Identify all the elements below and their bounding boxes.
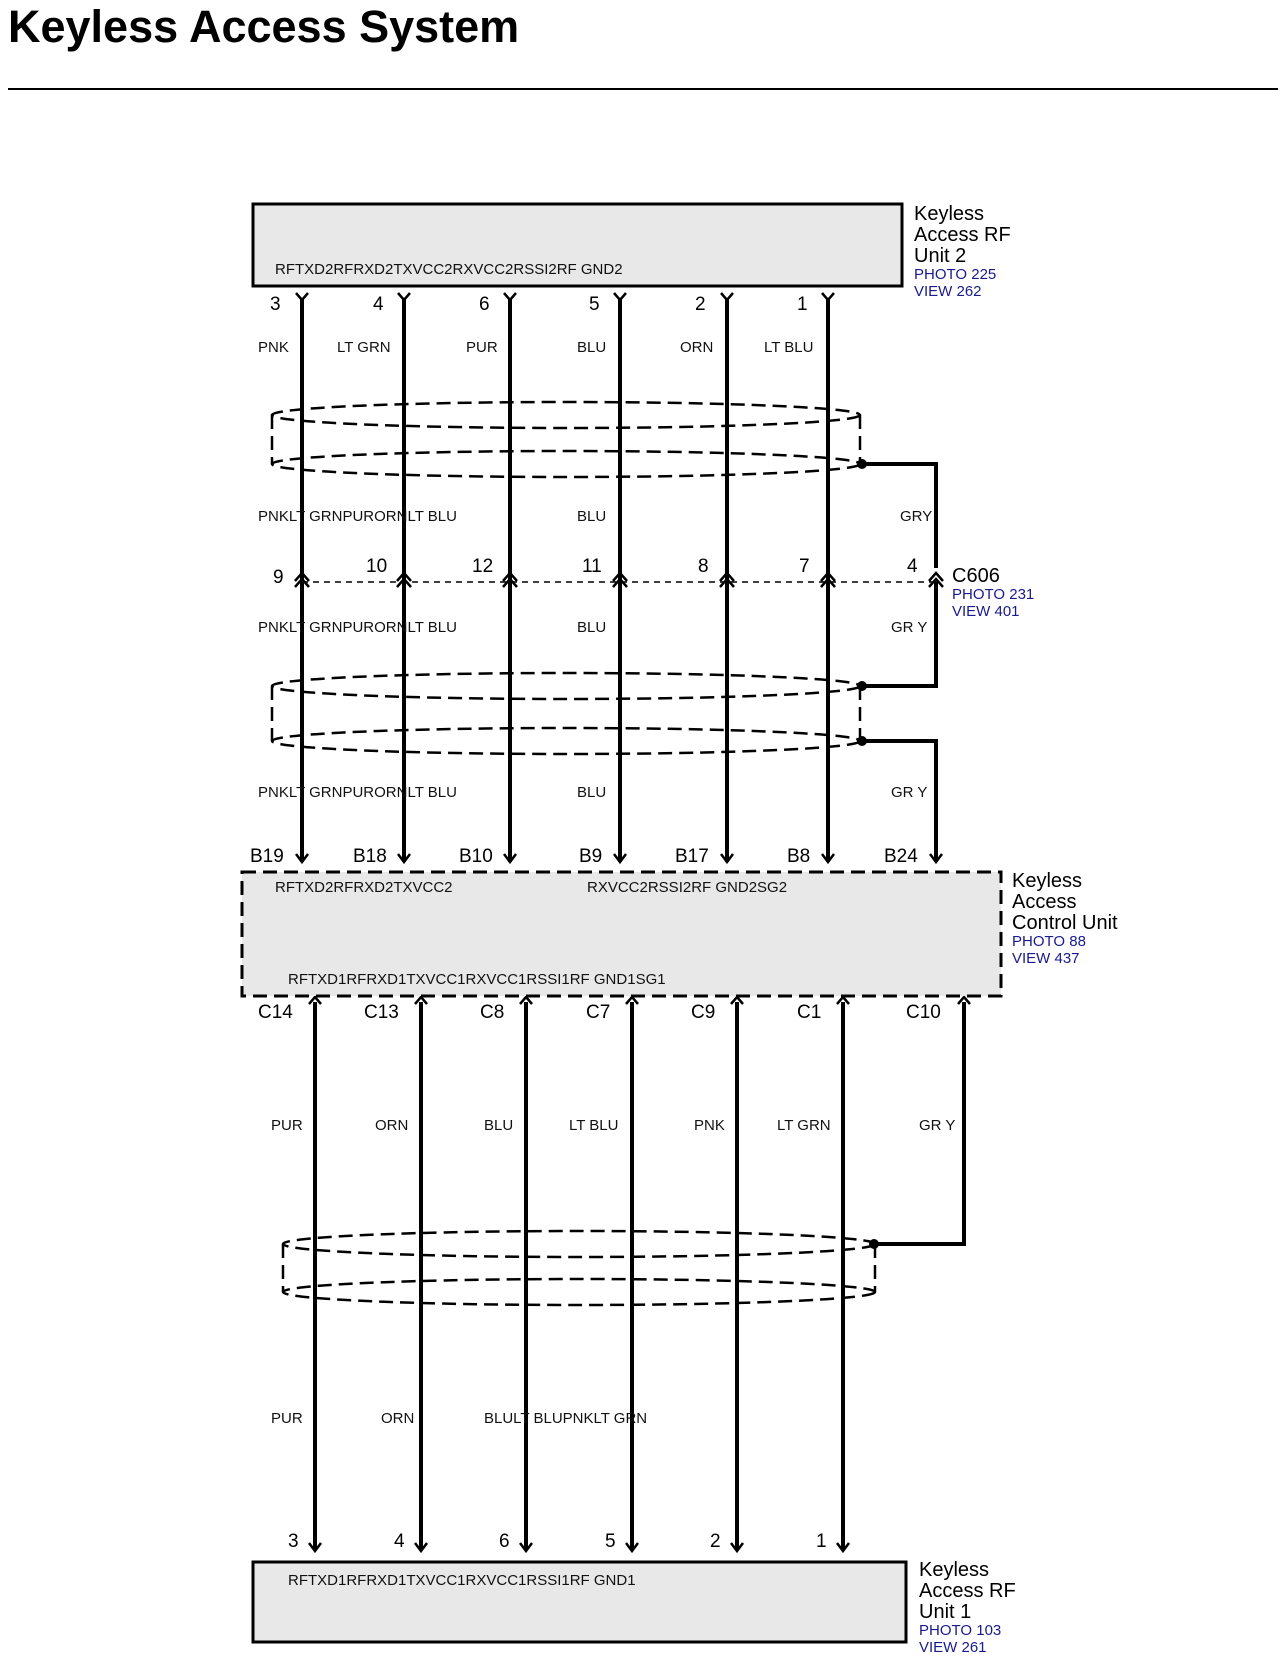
rf2-wire-color: ORN bbox=[680, 339, 714, 356]
lower-wire-color-gry: GR Y bbox=[891, 619, 928, 636]
cu-bottom-wire-color: LT GRN bbox=[777, 1117, 831, 1134]
cu-bottom-pin-label: C8 bbox=[480, 1002, 505, 1023]
rf-unit-2-signals: RFTXD2RFRXD2TXVCC2RXVCC2RSSI2RF GND2 bbox=[275, 261, 623, 278]
rf2-pin-label: 6 bbox=[479, 294, 490, 315]
rf2-wire-color: LT BLU bbox=[764, 339, 814, 356]
rf1-wire-colors: BLULT BLUPNKLT GRN bbox=[484, 1410, 648, 1427]
cu-top-pin-label: B10 bbox=[459, 846, 493, 867]
rf1-pin-label: 2 bbox=[710, 1531, 721, 1552]
c606-pin-label: 9 bbox=[273, 567, 284, 588]
pin-arrow bbox=[822, 293, 834, 300]
cu-top-pin-label: B17 bbox=[675, 846, 709, 867]
control-unit-photo-ref: PHOTO 88 bbox=[1012, 933, 1086, 950]
shield-drain-dot bbox=[869, 1239, 879, 1249]
pin-arrow bbox=[614, 293, 626, 300]
connector-c606 bbox=[273, 556, 1034, 620]
rf-unit-1-view-ref: VIEW 261 bbox=[919, 1639, 987, 1656]
cu-signals-bottom: RFTXD1RFRXD1TXVCC1RXVCC1RSSI1RF GND1SG1 bbox=[288, 971, 666, 988]
cu-bottom-wire-color: GR Y bbox=[919, 1117, 956, 1134]
shield-drain-dot bbox=[857, 736, 867, 746]
cu-bottom-pin-label: C1 bbox=[797, 1002, 822, 1023]
shield-ellipse bbox=[283, 1279, 875, 1305]
rf-unit-1-photo-ref: PHOTO 103 bbox=[919, 1622, 1002, 1639]
control-unit bbox=[242, 846, 1118, 1023]
upper-wire-color-gry: GRY bbox=[900, 508, 933, 525]
cu-signals-top-left: RFTXD2RFRXD2TXVCC2 bbox=[275, 879, 453, 896]
c606-pin-label: 10 bbox=[366, 556, 388, 577]
c606-name: C606 bbox=[952, 565, 1000, 587]
c606-pin-label: 8 bbox=[698, 556, 709, 577]
pin-arrow bbox=[721, 293, 733, 300]
shield-drain-dot bbox=[857, 681, 867, 691]
rf-unit-2-name-line-3: Unit 2 bbox=[914, 245, 967, 267]
rf-unit-1-name-line-3: Unit 1 bbox=[919, 1601, 972, 1623]
cu-top-wire-color-blu: BLU bbox=[577, 784, 607, 801]
cu-top-wire-colors: PNKLT GRNPURORNLT BLU bbox=[258, 784, 457, 801]
rf-unit-2-view-ref: VIEW 262 bbox=[914, 283, 982, 300]
shield-upper bbox=[272, 402, 860, 477]
rf2-wire-color: BLU bbox=[577, 339, 607, 356]
cu-bottom-pin-label: C9 bbox=[691, 1002, 716, 1023]
rf1-wire-color: PUR bbox=[271, 1410, 303, 1427]
shield-ellipse bbox=[272, 451, 860, 477]
shield-ellipse bbox=[272, 673, 860, 699]
rf2-wire-color: PUR bbox=[466, 339, 498, 356]
shield-middle bbox=[272, 673, 860, 754]
rf2-pin-label: 2 bbox=[695, 294, 706, 315]
control-unit-name-line-2: Access bbox=[1012, 891, 1077, 913]
c606-view-ref: VIEW 401 bbox=[952, 603, 1020, 620]
rf2-pin-label: 4 bbox=[373, 294, 384, 315]
rf-unit-2-name-line-2: Access RF bbox=[914, 224, 1011, 246]
cu-top-pin-label: B19 bbox=[250, 846, 284, 867]
rf-unit-1-name-line-2: Access RF bbox=[919, 1580, 1016, 1602]
rf2-wire-color: LT GRN bbox=[337, 339, 391, 356]
rf1-pin-label: 4 bbox=[394, 1531, 405, 1552]
rf2-pin-label: 5 bbox=[589, 294, 600, 315]
cu-bottom-pin-label: C10 bbox=[906, 1002, 941, 1023]
cu-bottom-pin-label: C13 bbox=[364, 1002, 399, 1023]
rf1-wire-color: ORN bbox=[381, 1410, 415, 1427]
shield-ellipse bbox=[283, 1231, 875, 1257]
cu-top-pin-label: B8 bbox=[787, 846, 811, 867]
cu-bottom-wire-color: PNK bbox=[694, 1117, 725, 1134]
rf2-pin-label: 3 bbox=[270, 294, 281, 315]
shield-drain-wire bbox=[862, 741, 936, 862]
lower-wire-color-blu: BLU bbox=[577, 619, 607, 636]
rf1-pin-label: 3 bbox=[288, 1531, 299, 1552]
cu-top-pin-label: B24 bbox=[884, 846, 918, 867]
upper-wire-colors: PNKLT GRNPURORNLT BLU bbox=[258, 508, 457, 525]
rf1-pin-label: 6 bbox=[499, 1531, 510, 1552]
cu-bottom-wire-color: ORN bbox=[375, 1117, 409, 1134]
rf-unit-2-name-line-1: Keyless bbox=[914, 203, 985, 225]
control-unit-view-ref: VIEW 437 bbox=[1012, 950, 1080, 967]
control-unit-name-line-1: Keyless bbox=[1012, 870, 1083, 892]
cu-signals-top-right: RXVCC2RSSI2RF GND2SG2 bbox=[587, 879, 788, 896]
cu-top-pin-label: B9 bbox=[579, 846, 603, 867]
shield-ellipse bbox=[272, 728, 860, 754]
pin-arrow bbox=[296, 293, 308, 300]
rf1-pin-label: 5 bbox=[605, 1531, 616, 1552]
lower-wire-colors: PNKLT GRNPURORNLT BLU bbox=[258, 619, 457, 636]
rf-unit-1-signals: RFTXD1RFRXD1TXVCC1RXVCC1RSSI1RF GND1 bbox=[288, 1572, 636, 1589]
cu-bottom-wire-color: BLU bbox=[484, 1117, 514, 1134]
cu-bottom-wire-color: LT BLU bbox=[569, 1117, 619, 1134]
rf-unit-2 bbox=[253, 203, 1011, 356]
rf-unit-2-photo-ref: PHOTO 225 bbox=[914, 266, 997, 283]
upper-wire-color-blu: BLU bbox=[577, 508, 607, 525]
c606-pin-label: 7 bbox=[799, 556, 810, 577]
cu-top-wire-color-gry: GR Y bbox=[891, 784, 928, 801]
rf2-pin-label: 1 bbox=[797, 294, 808, 315]
c606-pin-label: 4 bbox=[907, 556, 918, 577]
c606-photo-ref: PHOTO 231 bbox=[952, 586, 1035, 603]
cu-bottom-pin-label: C14 bbox=[258, 1002, 293, 1023]
cu-top-pin-label: B18 bbox=[353, 846, 387, 867]
shield-lower bbox=[283, 1231, 875, 1305]
shield-drain-dot bbox=[857, 459, 867, 469]
rf1-pin-label: 1 bbox=[816, 1531, 827, 1552]
rf2-wire-color: PNK bbox=[258, 339, 289, 356]
c606-pin-label: 12 bbox=[472, 556, 494, 577]
control-unit-name-line-3: Control Unit bbox=[1012, 912, 1118, 934]
page-title: Keyless Access System bbox=[8, 1, 520, 52]
pin-arrow bbox=[504, 293, 516, 300]
cu-bottom-wire-color: PUR bbox=[271, 1117, 303, 1134]
cu-bottom-pin-label: C7 bbox=[586, 1002, 611, 1023]
c606-pin-label: 11 bbox=[582, 556, 602, 577]
pin-arrow bbox=[398, 293, 410, 300]
shield-ellipse bbox=[272, 402, 860, 428]
rf-unit-1-name-line-1: Keyless bbox=[919, 1559, 990, 1581]
